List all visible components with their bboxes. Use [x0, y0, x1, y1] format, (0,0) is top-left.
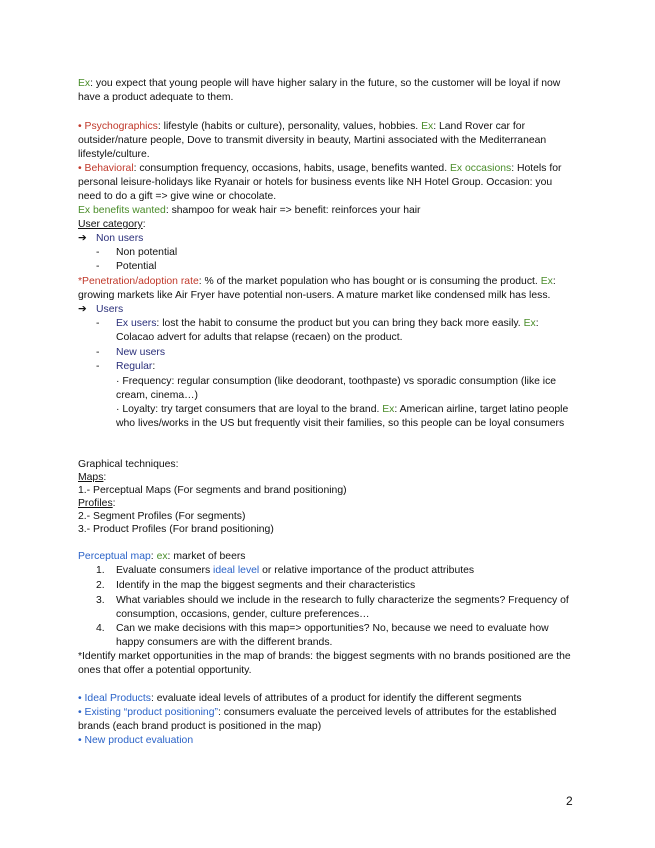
profiles-item-1: 2.- Segment Profiles (For segments)	[78, 511, 246, 522]
ex-label: Ex	[78, 78, 91, 89]
dash-bullet: -	[96, 261, 100, 272]
penetration-paragraph: *Penetration/adoption rate: % of the market population who has bought or is consuming the product. Ex: growing markets like Air Fryer have potential non-users. A mature market like condensed milk has less.	[78, 276, 556, 301]
users-heading: Users	[96, 304, 124, 315]
graphical-techniques-heading: Graphical techniques:	[78, 459, 179, 470]
identify-opportunities-paragraph: *Identify market opportunities in the map of brands: the biggest segments with no brands positioned are the ones that offer a potential opportunity.	[78, 651, 571, 676]
user-category-heading: User category:	[78, 219, 146, 230]
arrow-icon: ➔	[78, 304, 87, 315]
list-item-1: Evaluate consumers ideal level or relative importance of the product attributes	[116, 565, 475, 576]
arrow-icon: ➔	[78, 233, 87, 244]
perceptual-map-heading: Perceptual map: ex: market of beers	[78, 551, 246, 562]
list-number: 2.	[96, 580, 105, 591]
new-users-item: New users	[116, 347, 166, 358]
new-product-evaluation: • New product evaluation	[78, 735, 194, 746]
ideal-products-paragraph: • Ideal Products: evaluate ideal levels of attributes of a product for identify the different segments	[78, 693, 522, 704]
psychographics-label: Psychographics	[84, 121, 158, 132]
existing-positioning-paragraph: • Existing “product positioning”: consumers evaluate the perceived levels of attributes for the established brands (each brand product is positioned in the map)	[78, 707, 557, 732]
list-item-4: Can we make decisions with this map=> opportunities? No, because we need to evaluate how happy consumers are with the different brands.	[116, 623, 549, 648]
list-number: 3.	[96, 595, 105, 606]
behavioral-label: Behavioral	[84, 163, 134, 174]
list-number: 1.	[96, 565, 105, 576]
profiles-item-2: 3.- Product Profiles (For brand positioning)	[78, 524, 274, 535]
penetration-label: Penetration/adoption rate	[82, 276, 199, 287]
dash-bullet: -	[96, 347, 100, 358]
paragraph-ex-loyalty: Ex: you expect that young people will have higher salary in the future, so the customer will be loyal if now have a product adequate to them.	[78, 78, 561, 103]
behavioral-paragraph: • Behavioral: consumption frequency, occasions, habits, usage, benefits wanted. Ex occasions: Hotels for personal leisure-holidays like Ryanair or hotels for business events like NH Hotel Group. Occasion: you need to do a gift => give wine or chocolate.	[78, 163, 562, 202]
non-users-heading: Non users	[96, 233, 144, 244]
psychographics-paragraph: • Psychographics: lifestyle (habits or culture), personality, values, hobbies. Ex: Land Rover car for outsider/nature people, Dove to transmit diversity in beauty, Martini associated with the Mediterranean lifestyle/culture.	[78, 121, 547, 160]
dash-bullet: -	[96, 318, 100, 329]
potential-item: Potential	[116, 261, 157, 272]
ex-users-item: Ex users: lost the habit to consume the product but you can bring they back more easily. Ex: Colacao advert for adults that relapse (recaen) on the product.	[116, 318, 539, 343]
dash-bullet: -	[96, 247, 100, 258]
page-number: 2	[566, 794, 573, 808]
list-item-3: What variables should we include in the research to fully characterize the segments? Frequency of consumption, occasions, gender, culture preferences…	[116, 595, 569, 620]
loyalty-text: · Loyalty: try target consumers that are loyal to the brand. Ex: American airline, target latino people who lives/works in the US but frequently visit their families, so this people can be loyal consumers	[116, 404, 569, 429]
benefits-paragraph: Ex benefits wanted: shampoo for weak hair => benefit: reinforces your hair	[78, 205, 421, 216]
maps-item: 1.- Perceptual Maps (For segments and brand positioning)	[78, 485, 347, 496]
frequency-text: · Frequency: regular consumption (like deodorant, toothpaste) vs sporadic consumption (like ice cream, cinema…)	[116, 376, 557, 401]
regular-item: Regular:	[116, 361, 156, 372]
non-potential-item: Non potential	[116, 247, 178, 258]
list-item-2: Identify in the map the biggest segments and their characteristics	[116, 580, 416, 591]
profiles-heading: Profiles:	[78, 498, 116, 509]
dash-bullet: -	[96, 361, 100, 372]
list-number: 4.	[96, 623, 105, 634]
maps-heading: Maps:	[78, 472, 107, 483]
